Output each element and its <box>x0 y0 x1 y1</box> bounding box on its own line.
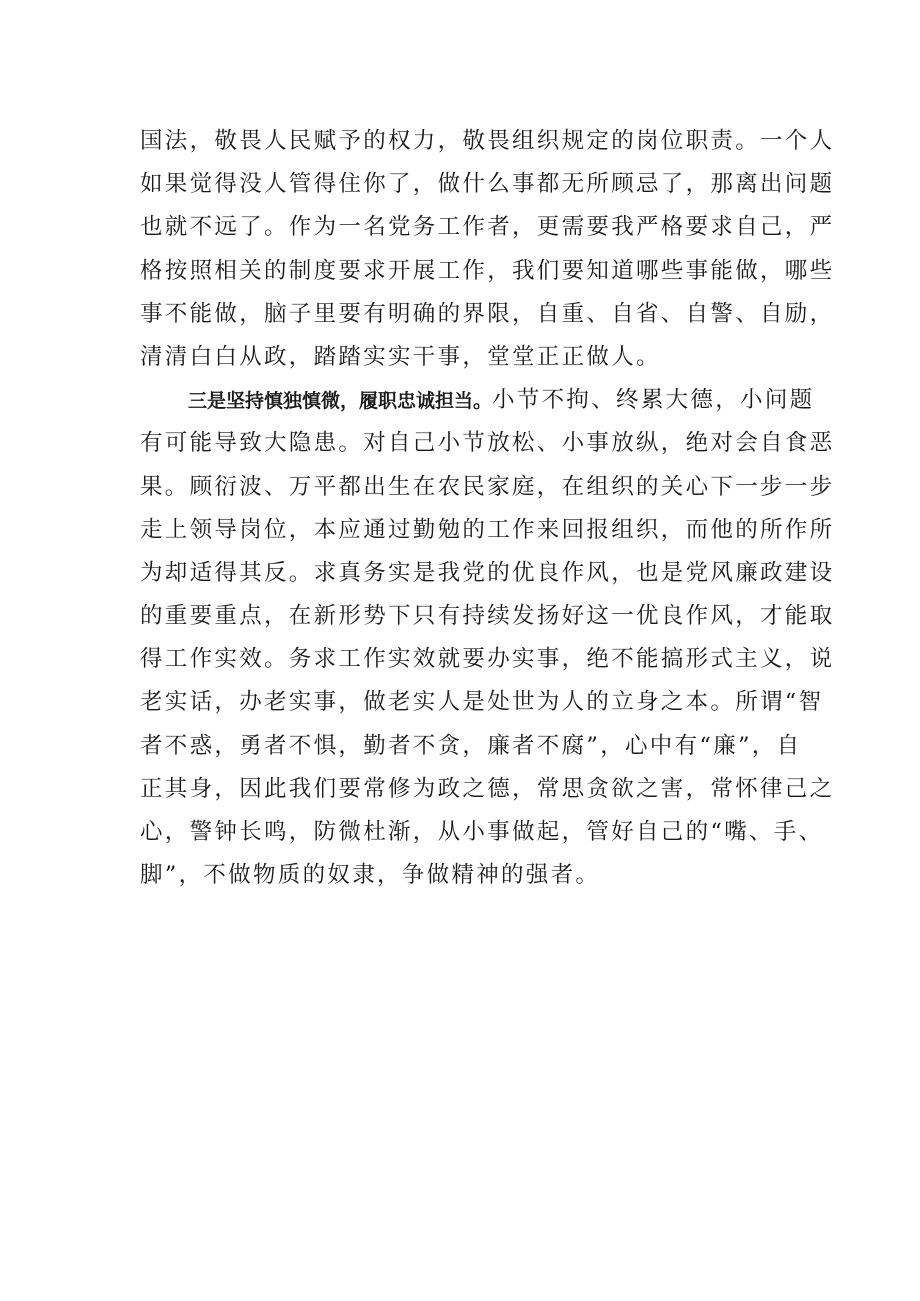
text-line: 得工作实效。务求工作实效就要办实事，绝不能搞形式主义，说 <box>140 646 835 673</box>
section-heading: 三是坚持慎独慎微，履职忠诚担当。 <box>188 390 493 413</box>
text-line: 者不惑，勇者不惧，勤者不贪，廉者不腐”，心中有“廉”，自 <box>140 732 802 759</box>
text-line: 格按照相关的制度要求开展工作，我们要知道哪些事能做，哪些 <box>140 257 835 284</box>
text-line: 走上领导岗位，本应通过勤勉的工作来回报组织，而他的所作所 <box>140 516 835 543</box>
text-line: 心，警钟长鸣，防微杜渐，从小事做起，管好自己的“嘴、手、 <box>140 819 824 845</box>
text-line: 如果觉得没人管得住你了，做什么事都无所顾忌了，那离出问题 <box>140 171 835 198</box>
text-line: 也就不远了。作为一名党务工作者，更需要我严格要求自己，严 <box>140 214 835 241</box>
paragraph-2-first-line <box>140 379 815 422</box>
paragraph-1 <box>140 120 835 379</box>
text-line: 为却适得其反。求真务实是我党的优良作风，也是党风廉政建设 <box>140 559 835 586</box>
text-run: 小节不拘、终累大德，小问题 <box>492 387 815 414</box>
text-line: 脚”，不做物质的奴隶，争做精神的强者。 <box>140 862 601 889</box>
text-line: 果。顾衍波、万平都出生在农民家庭，在组织的关心下一步一步 <box>140 473 835 500</box>
document-body <box>140 120 835 897</box>
text-line: 的重要重点，在新形势下只有持续发扬好这一优良作风，才能取 <box>140 603 835 630</box>
text-line: 正其身，因此我们要常修为政之德，常思贪欲之害，常怀律己之 <box>140 775 835 802</box>
text-line: 事不能做，脑子里要有明确的界限，自重、自省、自警、自励， <box>140 300 835 327</box>
text-line: 清清白白从政，踏踏实实干事，堂堂正正做人。 <box>140 343 661 370</box>
paragraph-2 <box>140 379 835 897</box>
text-line: 国法，敬畏人民赋予的权力，敬畏组织规定的岗位职责。一个人 <box>140 128 835 154</box>
text-line: 有可能导致大隐患。对自己小节放松、小事放纵，绝对会自食恶 <box>140 430 835 457</box>
text-line: 老实话，办老实事，做老实人是处世为人的立身之本。所谓“智 <box>140 689 824 716</box>
